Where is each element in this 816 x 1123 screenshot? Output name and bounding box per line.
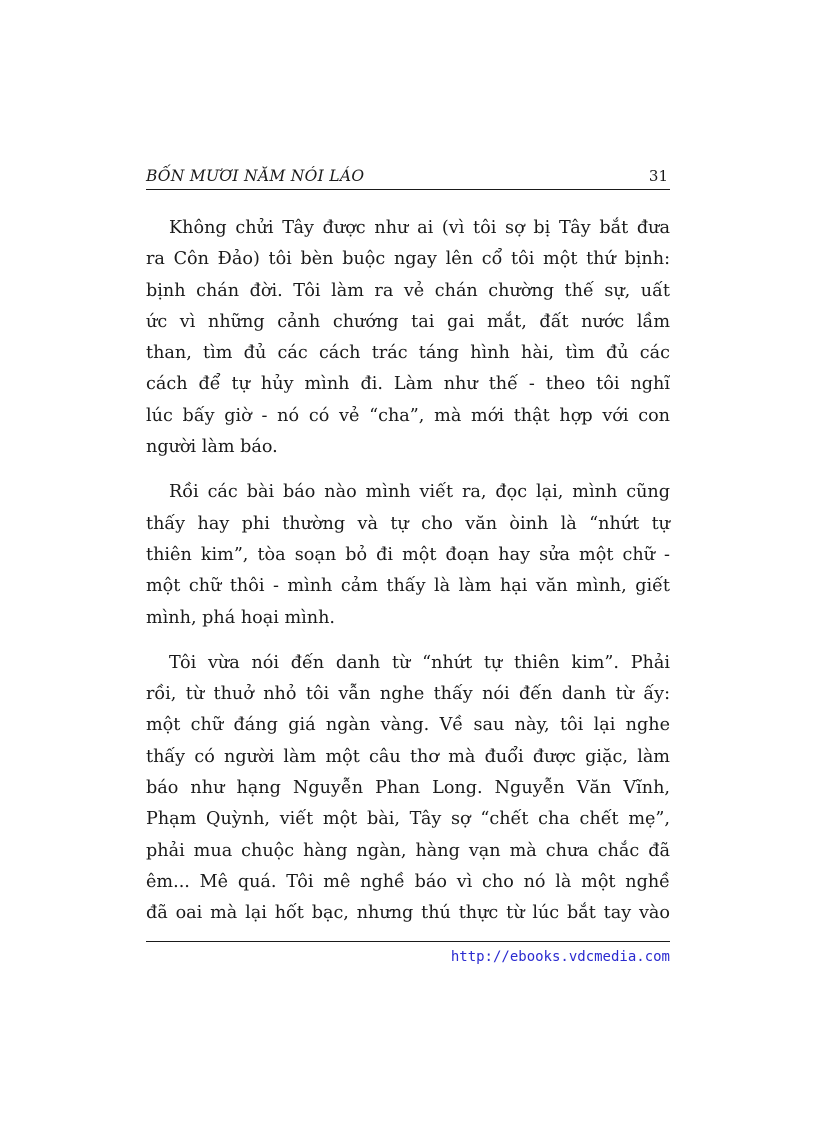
text-line: thấy có người làm một câu thơ mà đuổi được giặc, làm [146, 746, 670, 767]
body-text [146, 213, 670, 944]
text-line: một chữ đáng giá ngàn vàng. Về sau này, tôi lại nghe [146, 715, 670, 736]
text-line: đã oai mà lại hốt bạc, nhưng thú thực từ lúc bắt tay vào [146, 903, 670, 924]
paragraph-1 [146, 213, 670, 463]
text-line: Phạm Quỳnh, viết một bài, Tây sợ “chết cha chết mẹ”, [146, 809, 670, 830]
header-title: BỐN MƯƠI NĂM NÓI LÁO [146, 167, 365, 185]
text-line: êm... Mê quá. Tôi mê nghề báo vì cho nó là một nghề [146, 871, 670, 892]
footer-link[interactable]: http://ebooks.vdcmedia.com [450, 949, 670, 965]
text-line: Không chửi Tây được như ai (vì tôi sợ bị Tây bắt đưa [169, 218, 670, 238]
text-line: ra Côn Đảo) tôi bèn buộc ngay lên cổ tôi một thứ bịnh: [146, 249, 670, 270]
text-line: cách để tự hủy mình đi. Làm như thế - theo tôi nghĩ [146, 374, 670, 395]
text-line: Tôi vừa nói đến danh từ “nhứt tự thiên kim”. Phải [169, 652, 670, 673]
text-line: mình, phá hoại mình. [146, 607, 336, 628]
text-line: thấy hay phi thường và tự cho văn òinh là “nhứt tự [146, 513, 670, 534]
text-line: Rồi các bài báo nào mình viết ra, đọc lại, mình cũng [169, 482, 670, 503]
text-line: lúc bấy giờ - nó có vẻ “cha”, mà mới thật hợp với con [146, 405, 670, 426]
text-line: một chữ thôi - mình cảm thấy là làm hại văn mình, giết [146, 576, 670, 597]
paragraph-3 [146, 648, 670, 930]
text-line: rồi, từ thuở nhỏ tôi vẫn nghe thấy nói đến danh từ ấy: [146, 684, 670, 705]
page-number: 31 [648, 167, 668, 185]
text-line: phải mua chuộc hàng ngàn, hàng vạn mà chưa chắc đã [146, 840, 670, 861]
running-header [146, 163, 670, 190]
text-line: bịnh chán đời. Tôi làm ra vẻ chán chường thế sự, uất [146, 280, 670, 301]
footer-rule [146, 941, 670, 942]
paragraph-2 [146, 477, 670, 633]
text-line: báo như hạng Nguyễn Phan Long. Nguyễn Văn Vĩnh, [146, 778, 670, 799]
text-line: than, tìm đủ các cách trác táng hình hài, tìm đủ các [146, 343, 670, 364]
text-line: ức vì những cảnh chướng tai gai mắt, đất nước lầm [146, 311, 670, 332]
text-line: thiên kim”, tòa soạn bỏ đi một đoạn hay sửa một chữ - [146, 544, 670, 565]
text-line: người làm báo. [146, 437, 278, 458]
